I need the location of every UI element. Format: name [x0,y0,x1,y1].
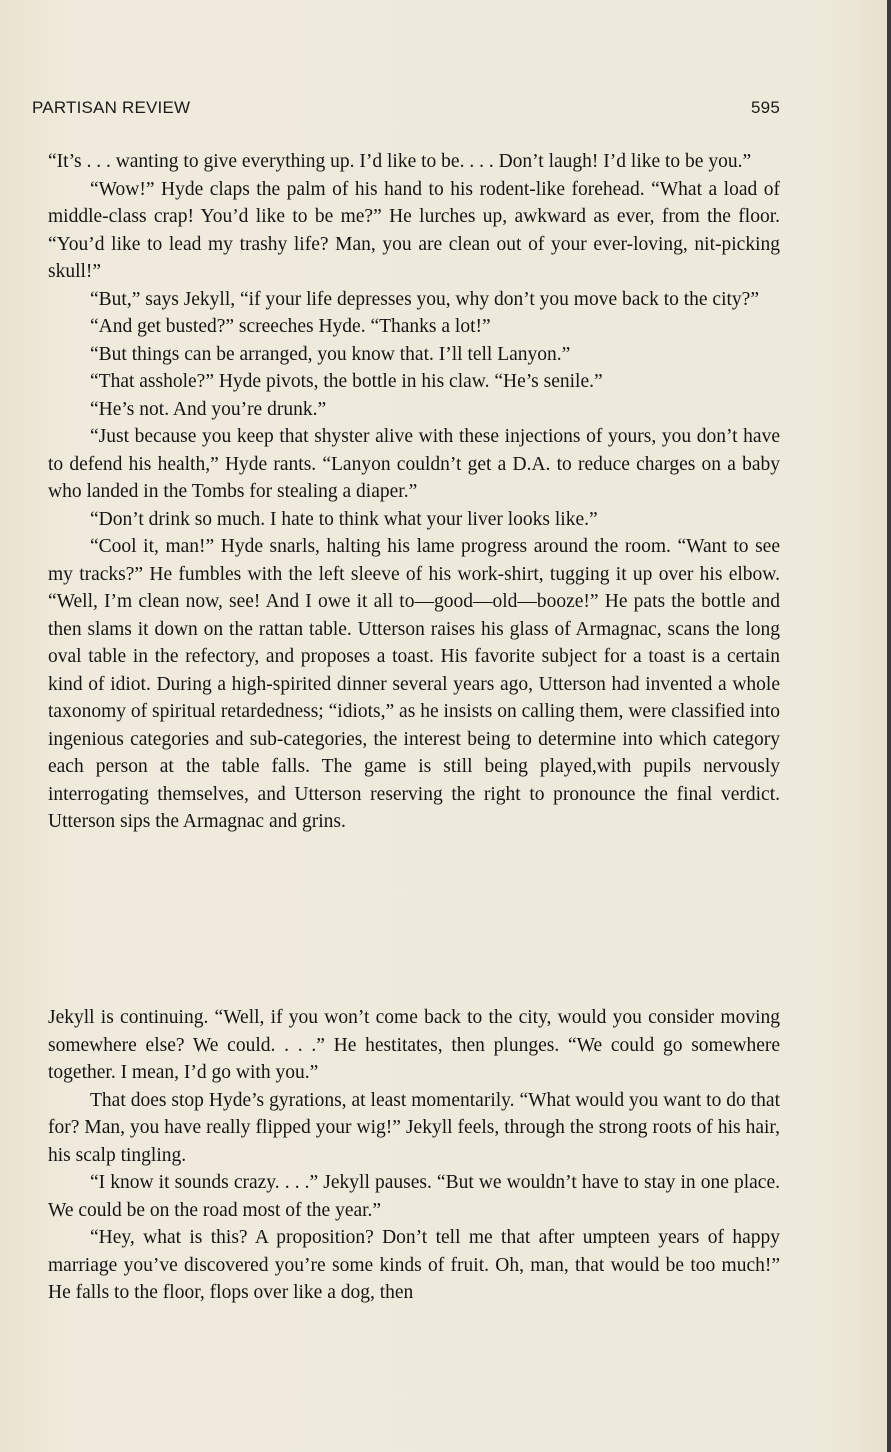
paragraph: That does stop Hyde’s gyrations, at least momentarily. “What would you want to do that for? Man, you have really flipped your wig!” Jekyll feels, through the strong roots of his hair, his scalp tingling. [48,1089,780,1166]
paragraph: “I know it sounds crazy. . . .” Jekyll pauses. “But we wouldn’t have to stay in one place. We could be on the road most of the year.” [48,1172,780,1221]
paragraph: “It’s . . . wanting to give everything up. I’d like to be. . . . Don’t laugh! I’d like to be you.” [48,151,752,172]
paragraph: “Cool it, man!” Hyde snarls, halting his lame progress around the room. “Want to see my tracks?” He fumbles with the left sleeve of his work-shirt, tugging it up over his elbow. “Well, I’m clean now, see! And I owe it all to—good—old—booze!” He pats the bottle and then slams it down on the rattan table. Utterson raises his glass of Armagnac, scans the long oval table in the refectory, and proposes a toast. His favorite subject for a toast is a certain kind of idiot. During a high-spirited dinner several years ago, Utterson had invented a whole taxonomy of spiritual retardedness; “idiots,” as he insists on calling them, were classified into ingenious categories and sub-categories, the interest being to determine into which category each person at the table falls. The game is still being played,with pupils nervously interrogating themselves, and Utterson reserving the right to pronounce the final verdict. Utterson sips the Armagnac and grins. [48,536,780,832]
paragraph: “And get busted?” screeches Hyde. “Thanks a lot!” [90,316,491,337]
paragraph: “Hey, what is this? A proposition? Don’t tell me that after umpteen years of happy marriage you’ve discovered you’re some kinds of fruit. Oh, man, that would be too much!” He falls to the floor, flops over like a dog, then [48,1227,780,1303]
paragraph: “Don’t drink so much. I hate to think what your liver looks like.” [90,508,598,530]
page-number: 595 [751,98,780,117]
text-block-1 [48,148,780,836]
journal-title: PARTISAN REVIEW [32,98,191,117]
page-edge-shadow [887,0,891,1452]
paragraph: Jekyll is continuing. “Well, if you won’t come back to the city, would you consider moving somewhere else? We could. . . .” He hestitates, then plunges. “We could go somewhere together. I mean, I’d go with you.” [48,1007,780,1083]
paragraph: “Wow!” Hyde claps the palm of his hand to his rodent-like forehead. “What a load of middle-class crap! You’d like to be me?” He lurches up, awkward as ever, from the floor. “You’d like to lead my trashy life? Man, you are clean out of your ever-loving, nit-picking skull!” [48,178,780,282]
paragraph: “But things can be arranged, you know that. I’ll tell Lanyon.” [90,343,571,365]
running-header [32,98,780,122]
paragraph: “But,” says Jekyll, “if your life depresses you, why don’t you move back to the city?” [90,288,759,310]
paragraph: “He’s not. And you’re drunk.” [90,398,327,420]
paragraph: “That asshole?” Hyde pivots, the bottle in his claw. “He’s senile.” [90,371,603,392]
paragraph: “Just because you keep that shyster alive with these injections of yours, you don’t have to defend his health,” Hyde rants. “Lanyon couldn’t get a D.A. to reduce charges on a baby who landed in the Tombs for stealing a diaper.” [48,426,780,502]
text-block-2 [48,1004,780,1307]
